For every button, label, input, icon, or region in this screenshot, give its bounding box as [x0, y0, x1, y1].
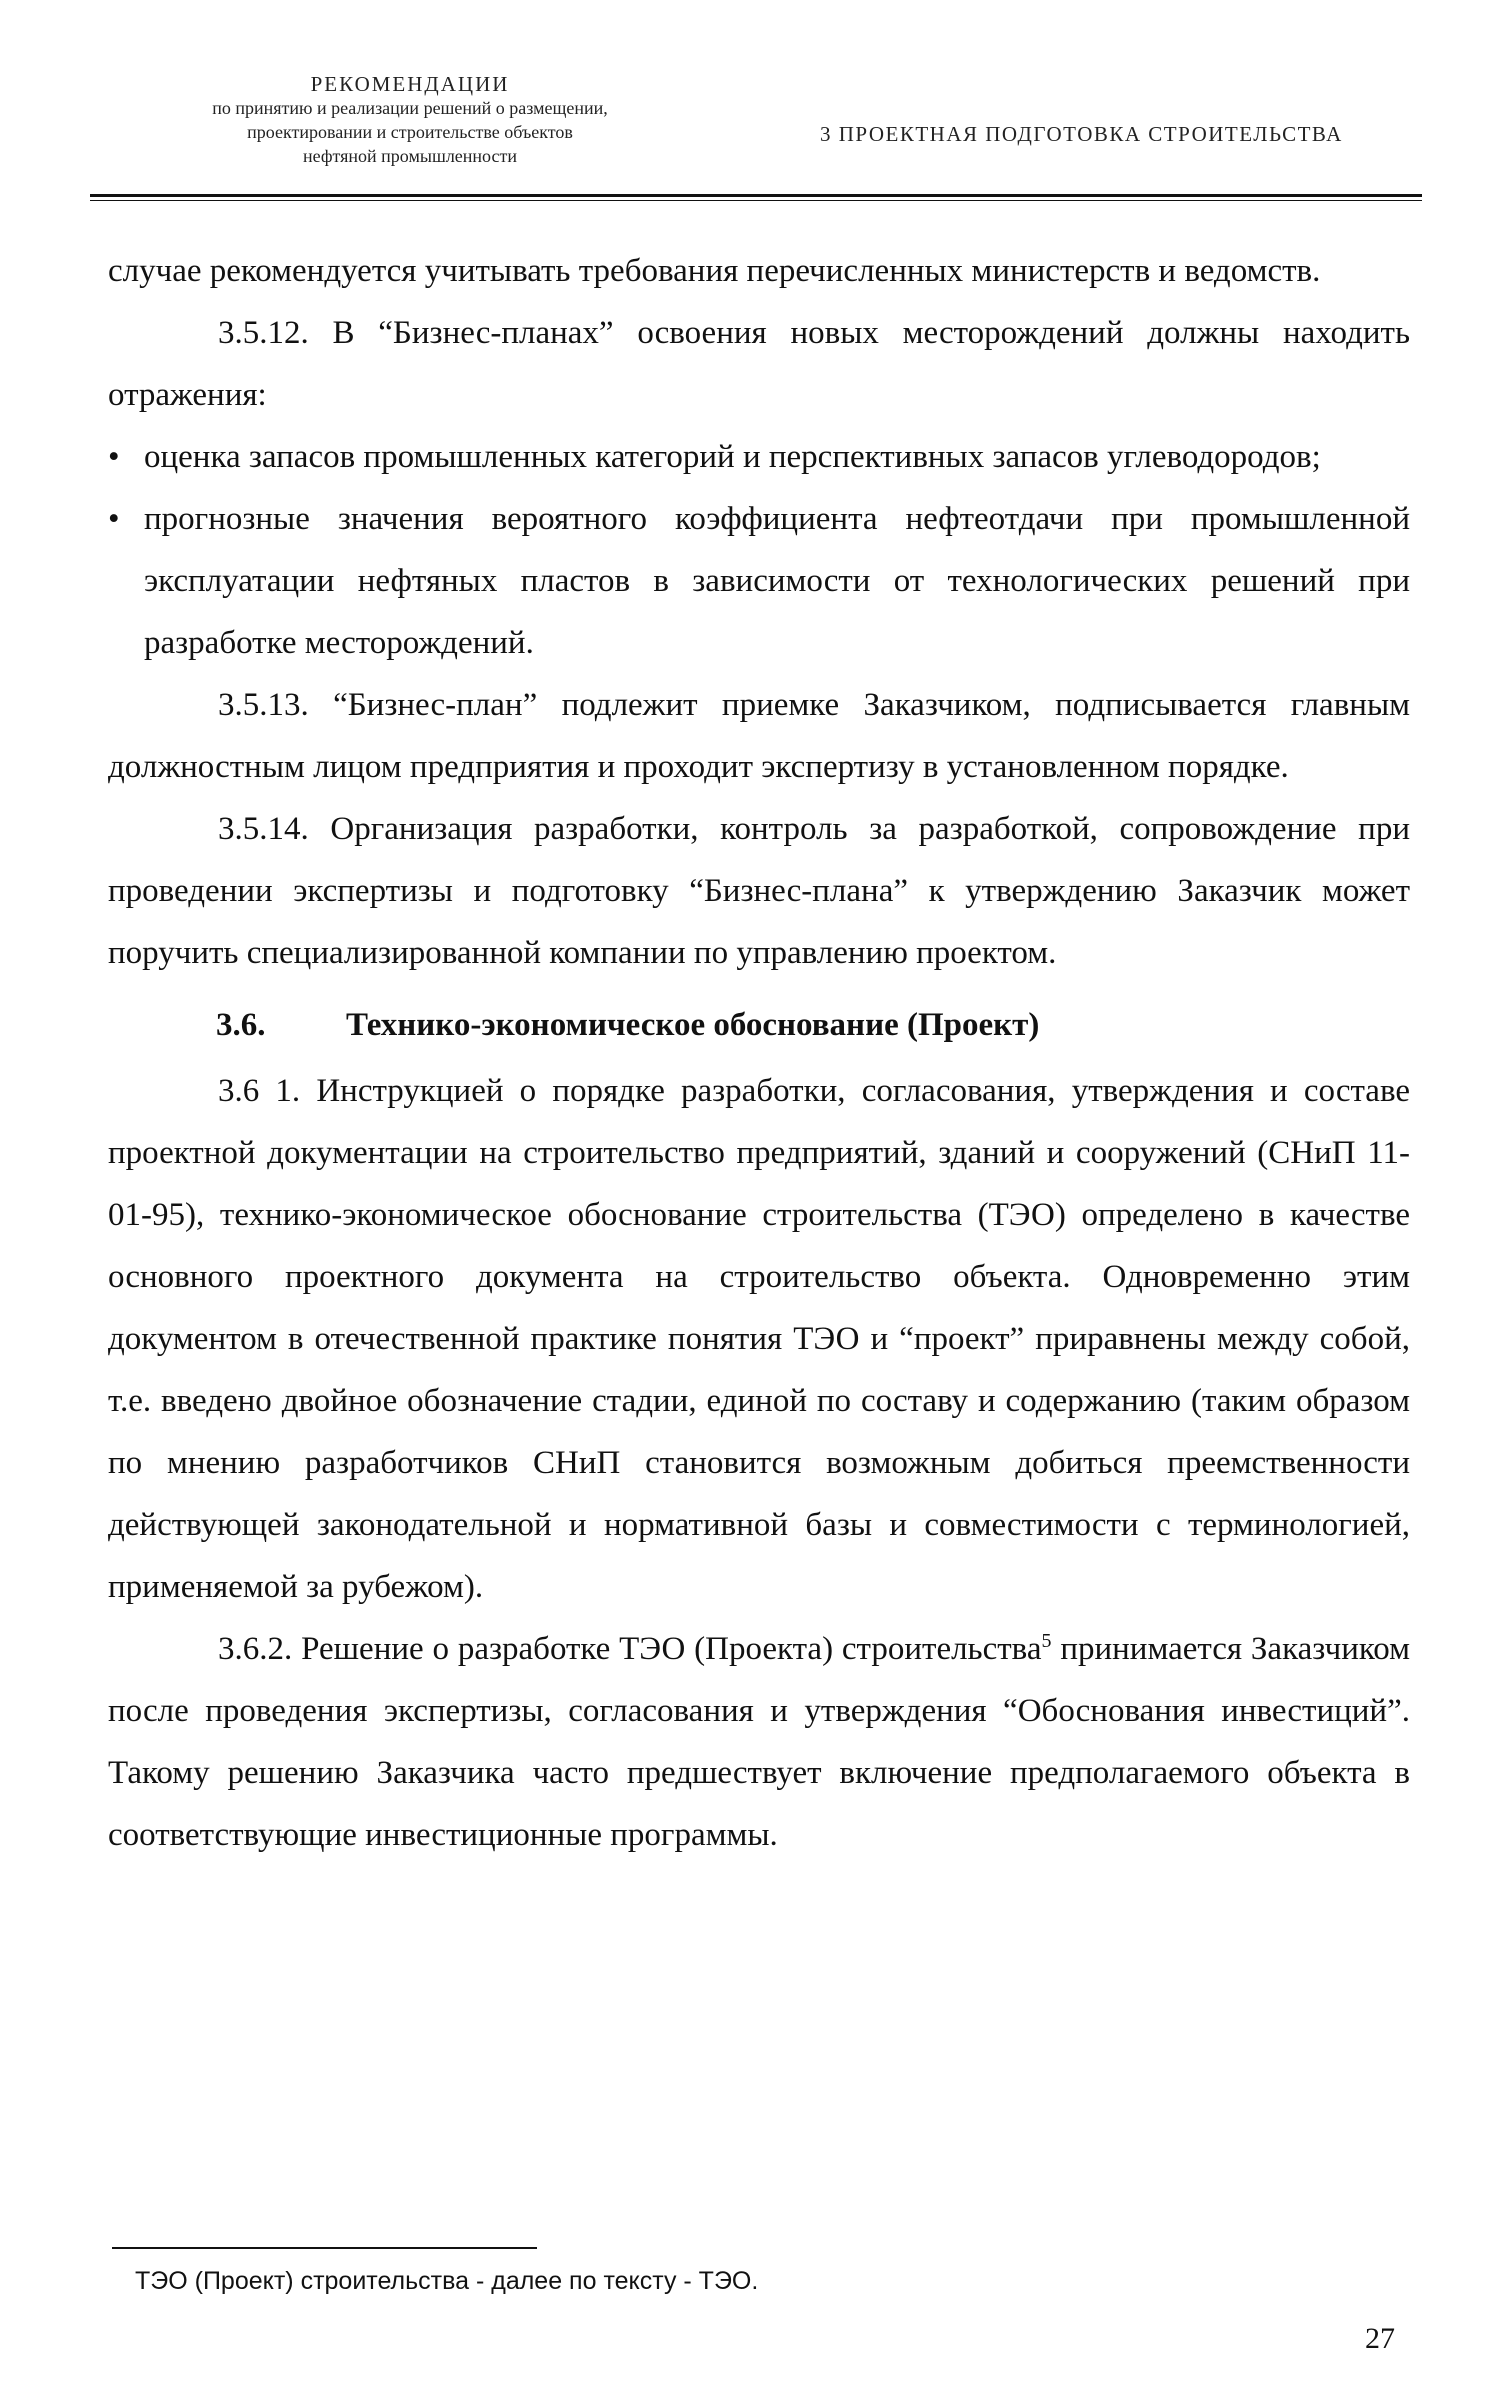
paragraph-text: принимается Заказчиком после проведения экспертизы, согласования и утверждения “Обоснования инвестиций”. Такому решению Заказчика часто предшествует включение предполагаемого объекта в соответствующие инвестиционные программы. [108, 1631, 1410, 1853]
bullet-icon: • [108, 501, 120, 537]
header-rule [90, 200, 1422, 201]
paragraph: 3.5.12. В “Бизнес-планах” освоения новых месторождений должны находить отражения: [108, 315, 1410, 413]
section-heading [108, 994, 1410, 1056]
footnote: ТЭО (Проект) строительства - далее по тексту - ТЭО. [135, 2267, 759, 2295]
header-subtitle-line: проектировании и строительстве объектов [247, 122, 573, 142]
section-number: 3.6. [216, 1007, 266, 1043]
paragraph: 3.5.13. “Бизнес-план” подлежит приемке Заказчиком, подписывается главным должностным лицом предприятия и проходит экспертизу в установленном порядке. [108, 687, 1410, 785]
bullet-icon: • [108, 439, 120, 475]
bullet-text: прогнозные значения вероятного коэффициента нефтеотдачи при промышленной эксплуатации нефтяных пластов в зависимости от технологических решений при разработке месторождений. [144, 501, 1410, 661]
page-body [108, 240, 1410, 1866]
bullet-item [108, 488, 1410, 674]
paragraph: 3.5.14. Организация разработки, контроль за разработкой, сопровождение при проведении экспертизы и подготовку “Бизнес-плана” к утверждению Заказчик может поручить специализированной компании по управлению проектом. [108, 811, 1410, 971]
paragraph-text: 3.6.2. Решение о разработке ТЭО (Проекта) строительства [218, 1631, 1042, 1667]
header-subtitle-line: нефтяной промышленности [303, 146, 517, 166]
running-header-right: 3 ПРОЕКТНАЯ ПОДГОТОВКА СТРОИТЕЛЬСТВА [820, 122, 1343, 146]
footnote-rule [112, 2247, 537, 2249]
header-title: РЕКОМЕНДАЦИИ [310, 72, 510, 96]
bullet-text: оценка запасов промышленных категорий и перспективных запасов углеводородов; [144, 439, 1321, 475]
header-rule [90, 194, 1422, 197]
paragraph [108, 1618, 1410, 1866]
page-number: 27 [1365, 2322, 1395, 2355]
section-title: Технико-экономическое обоснование (Проект) [346, 1007, 1040, 1043]
running-header-left [110, 72, 710, 168]
paragraph: 3.6 1. Инструкцией о порядке разработки, согласования, утверждения и составе проектной документации на строительство предприятий, зданий и сооружений (СНиП 11-01-95), технико-экономическое обоснование строительства (ТЭО) определено в качестве основного проектного документа на строительство объекта. Одновременно этим документом в отечественной практике понятия ТЭО и “проект” приравнены между собой, т.е. введено двойное обозначение стадии, единой по составу и содержанию (таким образом по мнению разработчиков СНиП становится возможным добиться преемственности действующей законодательной и нормативной базы и совместимости с терминологией, применяемой за рубежом). [108, 1073, 1410, 1605]
paragraph: случае рекомендуется учитывать требования перечисленных министерств и ведомств. [108, 253, 1321, 289]
header-subtitle-line: по принятию и реализации решений о размещении, [212, 98, 608, 118]
bullet-item [108, 426, 1410, 488]
footnote-marker: 5 [1041, 1630, 1052, 1652]
